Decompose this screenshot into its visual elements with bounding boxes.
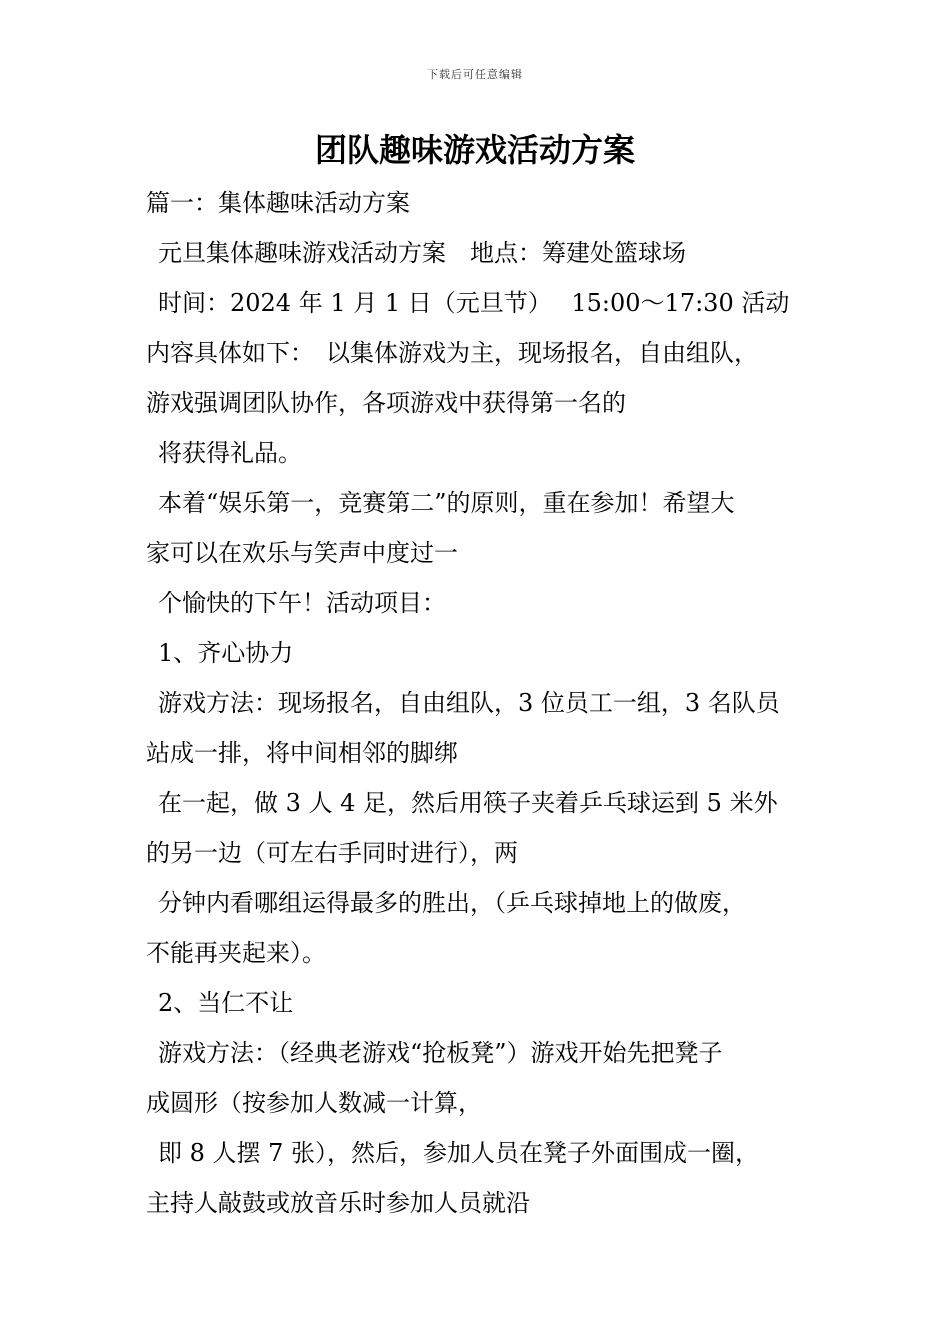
text-line: 站成一排，将中间相邻的脚绑: [146, 739, 458, 767]
text-line: 游戏方法：现场报名，自由组队，3 位员工一组，3 名队员: [158, 689, 780, 717]
text-line: 游戏强调团队协作，各项游戏中获得第一名的: [146, 389, 626, 417]
text-line: 内容具体如下： 以集体游戏为主，现场报名，自由组队，: [146, 339, 758, 367]
text-line: 游戏方法：（经典老游戏“抢板凳”）游戏开始先把凳子: [158, 1039, 723, 1067]
text-line: 不能再夹起来）。: [146, 939, 326, 967]
text-line: 本着“娱乐第一，竞赛第二”的原则，重在参加！希望大: [158, 489, 735, 517]
text-line: 将获得礼品。: [158, 439, 302, 467]
text-line: 篇一：集体趣味活动方案: [146, 189, 410, 217]
text-line: 2、当仁不让: [158, 989, 294, 1017]
text-line: 分钟内看哪组运得最多的胜出，（乒乓球掉地上的做废，: [158, 889, 746, 917]
text-line: 元旦集体趣味游戏活动方案 地点：筹建处篮球场: [158, 239, 686, 267]
text-line: 家可以在欢乐与笑声中度过一: [146, 539, 458, 567]
text-line: 个愉快的下午！活动项目：: [158, 589, 446, 617]
text-line: 时间：2024 年 1 月 1 日（元旦节） 15:00～17:30 活动: [158, 289, 790, 317]
text-line: 即 8 人摆 7 张），然后，参加人员在凳子外面围成一圈，: [158, 1139, 760, 1167]
text-line: 1、齐心协力: [158, 639, 294, 667]
document-body: [146, 178, 808, 1228]
document-title: 团队趣味游戏活动方案: [314, 131, 635, 169]
text-line: 成圆形（按参加人数减一计算，: [146, 1089, 482, 1117]
header-note: 下载后可任意编辑: [427, 68, 523, 81]
text-line: 主持人敲鼓或放音乐时参加人员就沿: [146, 1189, 530, 1217]
text-line: 的另一边（可左右手同时进行），两: [146, 839, 518, 867]
text-line: 在一起，做 3 人 4 足，然后用筷子夹着乒乓球运到 5 米外: [158, 789, 778, 817]
